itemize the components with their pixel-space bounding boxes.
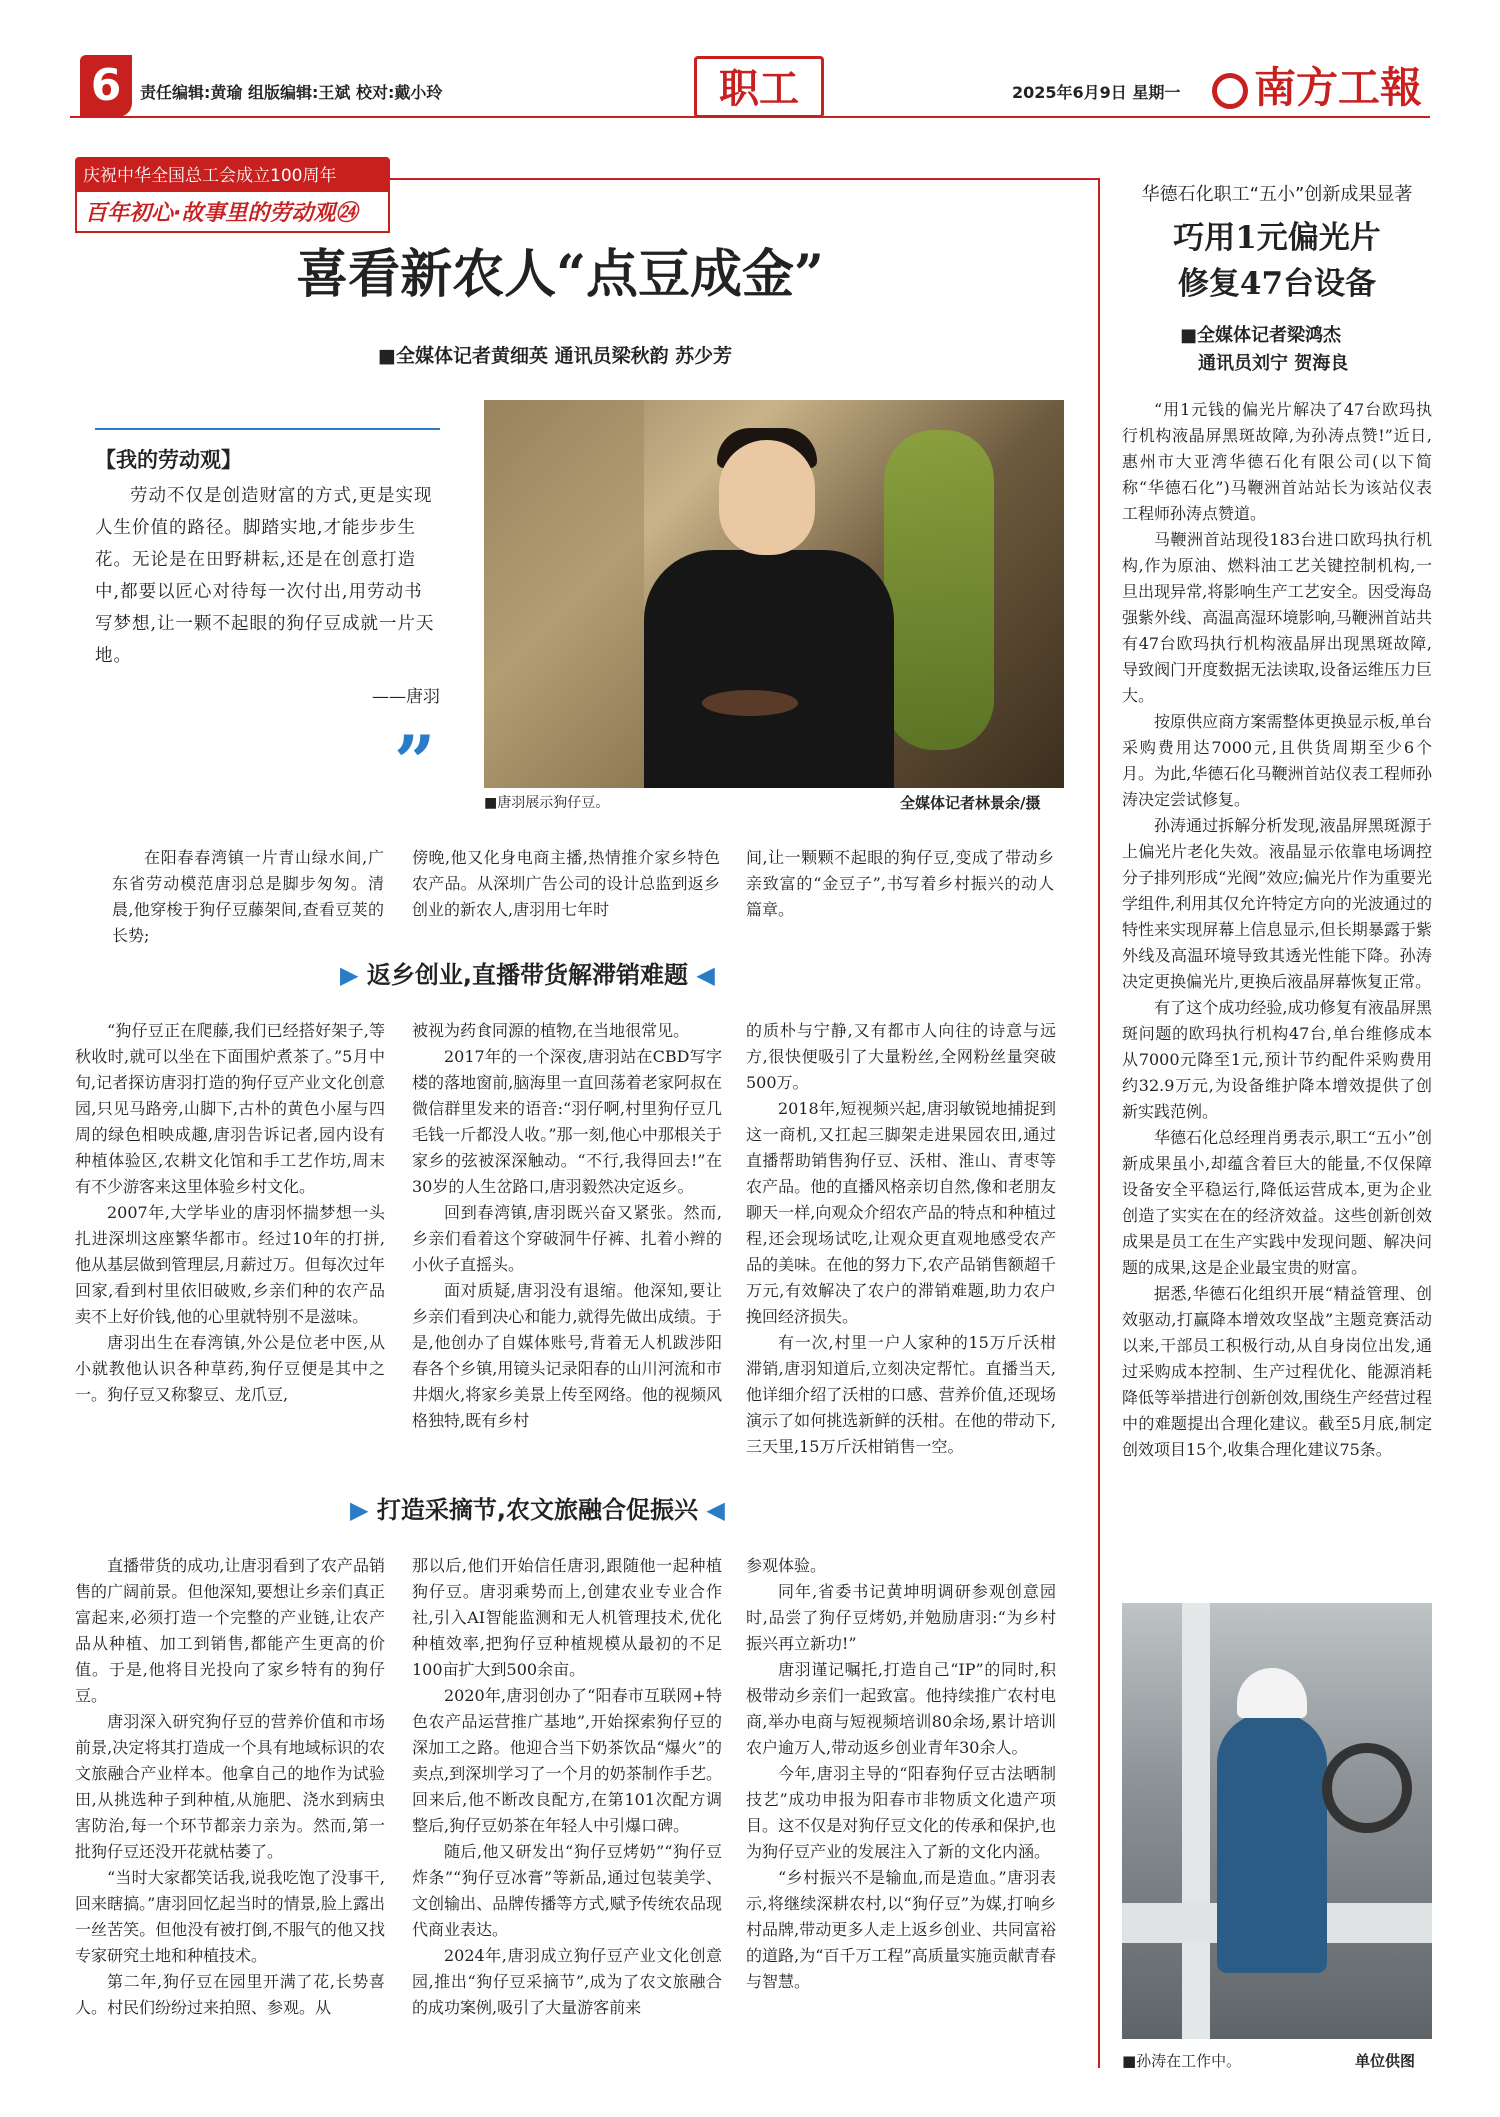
paragraph: 回到春湾镇,唐羽既兴奋又紧张。然而,乡亲们看着这个穿破洞牛仔裤、扎着小辫的小伙子直摇头。: [412, 1203, 722, 1274]
arrow-right-icon: ▶: [350, 1496, 369, 1524]
paragraph: 同年,省委书记黄坤明调研参观创意园时,品尝了狗仔豆烤奶,并勉励唐羽:“为乡村振兴再立新功!”: [746, 1582, 1056, 1653]
subhead-2: [350, 1490, 725, 1525]
sidebar-photo-credit: 单位供图: [1355, 2052, 1416, 2070]
newspaper-logo: [1212, 55, 1422, 115]
intro-para: 在阳春春湾镇一片青山绿水间,广东省劳动模范唐羽总是脚步匆匆。清晨,他穿梭于狗仔豆藤架间,查看豆荚的长势;: [112, 848, 384, 945]
intro-para: 间,让一颗颗不起眼的狗仔豆,变成了带动乡亲致富的“金豆子”,书写着乡村振兴的动人篇章。: [746, 848, 1054, 919]
sidebar-byline-line2: 通讯员刘宁 贺海良: [1198, 353, 1349, 374]
paragraph: 有了这个成功经验,成功修复有液晶屏黑斑问题的欧玛执行机构47台,单台维修成本从7000元降至1元,预计节约配件采购费用约32.9万元,为设备维护降本增效提供了创新实践范例。: [1122, 998, 1432, 1121]
paragraph: “乡村振兴不是输血,而是造血。”唐羽表示,将继续深耕农村,以“狗仔豆”为媒,打响乡村品牌,带动更多人走上返乡创业、共同富裕的道路,为“百千万工程”高质量实施贡献青春与智慧。: [746, 1868, 1056, 1991]
paragraph: 有一次,村里一户人家种的15万斤沃柑滞销,唐羽知道后,立刻决定帮忙。直播当天,他详细介绍了沃柑的口感、营养价值,还现场演示了如何挑选新鲜的沃柑。在他的带动下,三天里,15万斤沃柑销售一空。: [746, 1333, 1056, 1456]
sidebar-title-line2: 修复47台设备: [1177, 266, 1377, 302]
paragraph: 2007年,大学毕业的唐羽怀揣梦想一头扎进深圳这座繁华都市。经过10年的打拼,他从基层做到管理层,月薪过万。但每次过年回家,看到村里依旧破败,乡亲们种的农产品卖不上好价钱,他的心里就特别不是滋味。: [75, 1203, 385, 1326]
sec1-col3: [746, 1018, 1056, 1460]
paragraph: 据悉,华德石化组织开展“精益管理、创效驱动,打赢降本增效攻坚战”主题竞赛活动以来,干部员工积极行动,从自身岗位出发,通过采购成本控制、生产过程优化、能源消耗降低等举措进行创新创效,围绕生产经营过程中的难题提出合理化建议。截至5月底,制定创效项目15个,收集合理化建议75条。: [1122, 1284, 1432, 1459]
paragraph: 直播带货的成功,让唐羽看到了农产品销售的广阔前景。但他深知,要想让乡亲们真正富起来,必须打造一个完整的产业链,让农产品从种植、加工到销售,都能产生更高的价值。于是,他将目光投向了家乡特有的狗仔豆。: [75, 1556, 385, 1705]
paragraph: 的质朴与宁静,又有都市人向往的诗意与远方,很快便吸引了大量粉丝,全网粉丝量突破500万。: [746, 1021, 1056, 1092]
sec1-col2: [412, 1018, 722, 1434]
intro-para: 傍晚,他又化身电商主播,热情推介家乡特色农产品。从深圳广告公司的设计总监到返乡创业的新农人,唐羽用七年时: [412, 848, 720, 919]
paragraph: 2017年的一个深夜,唐羽站在CBD写字楼的落地窗前,脑海里一直回荡着老家阿叔在微信群里发来的语音:“羽仔啊,村里狗仔豆几毛钱一斤都没人收。”那一刻,他心中那根关于家乡的弦被深深触动。“不行,我得回去!”在30岁的人生岔路口,唐羽毅然决定返乡。: [412, 1047, 722, 1196]
intro-col1: [112, 845, 384, 949]
subhead-2-text: 打造采摘节,农文旅融合促振兴: [376, 1496, 698, 1524]
arrow-left-icon: ◀: [706, 1496, 725, 1524]
series-line1: 庆祝中华全国总工会成立100周年: [75, 157, 390, 190]
paragraph: “当时大家都笑话我,说我吃饱了没事干,回来瞎搞。”唐羽回忆起当时的情景,脸上露出一丝苦笑。但他没有被打倒,不服气的他又找专家研究土地和种植技术。: [75, 1868, 385, 1965]
subhead-1-text: 返乡创业,直播带货解滞销难题: [366, 961, 688, 989]
intro-col3: [746, 845, 1054, 923]
paragraph: 华德石化总经理肖勇表示,职工“五小”创新成果虽小,却蕴含着巨大的能量,不仅保障设备安全平稳运行,降低运营成本,更为企业创造了实实在在的经济效益。这些创新创效成果是员工在生产实践中发现问题、解决问题的成果,这是企业最宝贵的财富。: [1122, 1128, 1432, 1277]
paragraph: 马鞭洲首站现役183台进口欧玛执行机构,作为原油、燃料油工艺关键控制机构,一旦出现异常,将影响生产工艺安全。因受海岛强紫外线、高温高湿环境影响,马鞭洲首站共有47台欧玛执行机构液晶屏出现黑斑故障,导致阀门开度数据无法读取,设备运维压力巨大。: [1122, 530, 1432, 705]
paragraph: 唐羽出生在春湾镇,外公是位老中医,从小就教他认识各种草药,狗仔豆便是其中之一。狗仔豆又称黎豆、龙爪豆,: [75, 1333, 385, 1404]
arrow-left-icon: ◀: [696, 961, 715, 989]
paragraph: 参观体验。: [746, 1556, 827, 1575]
sidebar-body: [1122, 397, 1432, 1463]
logo-icon: [1212, 73, 1248, 109]
intro-col2: [412, 845, 720, 923]
series-line2: 百年初心·故事里的劳动观㉔: [75, 190, 390, 233]
sidebar-photo-caption: ■孙涛在工作中。: [1122, 2052, 1242, 2070]
quote-author: ——唐羽: [372, 687, 440, 707]
quote-label: 【我的劳动观】: [95, 448, 242, 472]
paragraph: 随后,他又研发出“狗仔豆烤奶”“狗仔豆炸条”“狗仔豆冰膏”等新品,通过包装美学、文创输出、品牌传播等方式,赋予传统农品现代商业表达。: [412, 1842, 722, 1939]
sidebar-byline: [1180, 322, 1348, 378]
sec2-col3: [746, 1553, 1056, 1995]
sidebar-byline-line1: ■全媒体记者梁鸿杰: [1180, 325, 1342, 346]
paragraph: “狗仔豆正在爬藤,我们已经搭好架子,等秋收时,就可以坐在下面围炉煮茶了。”5月中旬,记者探访唐羽打造的狗仔豆产业文化创意园,只见马路旁,山脚下,古朴的黄色小屋与四周的绿色相映成趣,唐羽告诉记者,园内设有种植体验区,农耕文化馆和手工艺作坊,周末有不少游客来这里体验乡村文化。: [75, 1021, 385, 1196]
paragraph: 2018年,短视频兴起,唐羽敏锐地捕捉到这一商机,又扛起三脚架走进果园农田,通过直播帮助销售狗仔豆、沃柑、淮山、青枣等农产品。他的直播风格亲切自然,像和老朋友聊天一样,向观众介绍农产品的特点和种植过程,还会现场试吃,让观众更直观地感受农产品的美味。在他的努力下,农产品销售额超千万元,有效解决了农户的滞销难题,助力农户挽回经济损失。: [746, 1099, 1056, 1326]
paragraph: 唐羽深入研究狗仔豆的营养价值和市场前景,决定将其打造成一个具有地域标识的农文旅融合产业样本。他拿自己的地作为试验田,从挑选种子到种植,从施肥、浇水到病虫害防治,每一个环节都亲力亲为。然而,第一批狗仔豆还没开花就枯萎了。: [75, 1712, 385, 1861]
sidebar-photo: [1122, 1603, 1432, 2039]
subhead-1: [340, 955, 715, 990]
paragraph: 第二年,狗仔豆在园里开满了花,长势喜人。村民们纷纷过来拍照、参观。从: [75, 1972, 385, 2017]
paragraph: 按原供应商方案需整体更换显示板,单台采购费用达7000元,且供货周期至少6个月。为此,华德石化马鞭洲首站仪表工程师孙涛决定尝试修复。: [1122, 712, 1432, 809]
photo-credit: 全媒体记者林景余/摄: [900, 794, 1041, 812]
header-rule: [70, 116, 1430, 118]
editors-line: 责任编辑:黄瑜 组版编辑:王斌 校对:戴小玲: [140, 83, 443, 102]
paragraph: 面对质疑,唐羽没有退缩。他深知,要让乡亲们看到决心和能力,就得先做出成绩。于是,他创办了自媒体账号,背着无人机跋涉阳春各个乡镇,用镜头记录阳春的山川河流和市井烟火,将家乡美景上传至网络。他的视频风格独特,既有乡村: [412, 1281, 722, 1430]
paragraph: “用1元钱的偏光片解决了47台欧玛执行机构液晶屏黑斑故障,为孙涛点赞!”近日,惠州市大亚湾华德石化有限公司(以下简称“华德石化”)马鞭洲首站站长为该站仪表工程师孙涛点赞道。: [1122, 400, 1432, 523]
quote-divider: [95, 428, 440, 430]
labor-view-quote: [95, 428, 440, 707]
paragraph: 唐羽谨记嘱托,打造自己“IP”的同时,积极带动乡亲们一起致富。他持续推广农村电商,举办电商与短视频培训80余场,累计培训农户逾万人,带动返乡创业青年30余人。: [746, 1660, 1056, 1757]
section-label: 职工: [694, 56, 824, 118]
page-number: 6: [80, 55, 132, 117]
article-byline: ■全媒体记者黄细英 通讯员梁秋韵 苏少芳: [378, 345, 733, 367]
sidebar-title-line1: 巧用1元偏光片: [1173, 220, 1381, 256]
sec1-col1: [75, 1018, 385, 1408]
article-title: 喜看新农人“点豆成金”: [296, 244, 824, 305]
paragraph: 2024年,唐羽成立狗仔豆产业文化创意园,推出“狗仔豆采摘节”,成为了农文旅融合的成功案例,吸引了大量游客前来: [412, 1946, 722, 2017]
paragraph: 2020年,唐羽创办了“阳春市互联网+特色农产品运营推广基地”,开始探索狗仔豆的深加工之路。他迎合当下奶茶饮品“爆火”的卖点,到深圳学习了一个月的奶茶制作手艺。回来后,他不断改良配方,在第101次配方调整后,狗仔豆奶茶在年轻人中引爆口碑。: [412, 1686, 722, 1835]
sidebar-title: [1122, 215, 1432, 307]
photo-caption: ■唐羽展示狗仔豆。: [484, 795, 610, 811]
paragraph: 孙涛通过拆解分析发现,液晶屏黑斑源于上偏光片老化失效。液晶显示依靠电场调控分子排列形成“光阀”效应;偏光片作为重要光学组件,利用其仅允许特定方向的光波通过的特性来实现屏幕上信息显示,但长期暴露于紫外线及高温环境导致其透光性能下降。孙涛决定更换偏光片,更换后液晶屏幕恢复正常。: [1122, 816, 1432, 991]
arrow-right-icon: ▶: [340, 961, 359, 989]
issue-date: 2025年6月9日 星期一: [1012, 83, 1181, 102]
series-banner: [75, 157, 390, 233]
article-photo: [484, 400, 1064, 788]
sec2-col2: [412, 1553, 722, 2021]
logo-text: 南方工報: [1254, 63, 1423, 112]
sec2-col1: [75, 1553, 385, 2021]
paragraph: 被视为药食同源的植物,在当地很常见。: [412, 1021, 690, 1040]
paragraph: 今年,唐羽主导的“阳春狗仔豆古法晒制技艺”成功申报为阳春市非物质文化遗产项目。这不仅是对狗仔豆文化的传承和保护,也为狗仔豆产业的发展注入了新的文化内涵。: [746, 1764, 1056, 1861]
quote-mark-icon: ”: [394, 719, 436, 804]
quote-text: 劳动不仅是创造财富的方式,更是实现人生价值的路径。脚踏实地,才能步步生花。无论是在田野耕耘,还是在创意打造中,都要以匠心对待每一次付出,用劳动书写梦想,让一颗不起眼的狗仔豆成就一片天地。: [95, 486, 435, 666]
sidebar-kicker: 华德石化职工“五小”创新成果显著: [1141, 184, 1413, 205]
paragraph: 那以后,他们开始信任唐羽,跟随他一起种植狗仔豆。唐羽乘势而上,创建农业专业合作社,引入AI智能监测和无人机管理技术,优化种植效率,把狗仔豆种植规模从最初的不足100亩扩大到500余亩。: [412, 1556, 722, 1679]
